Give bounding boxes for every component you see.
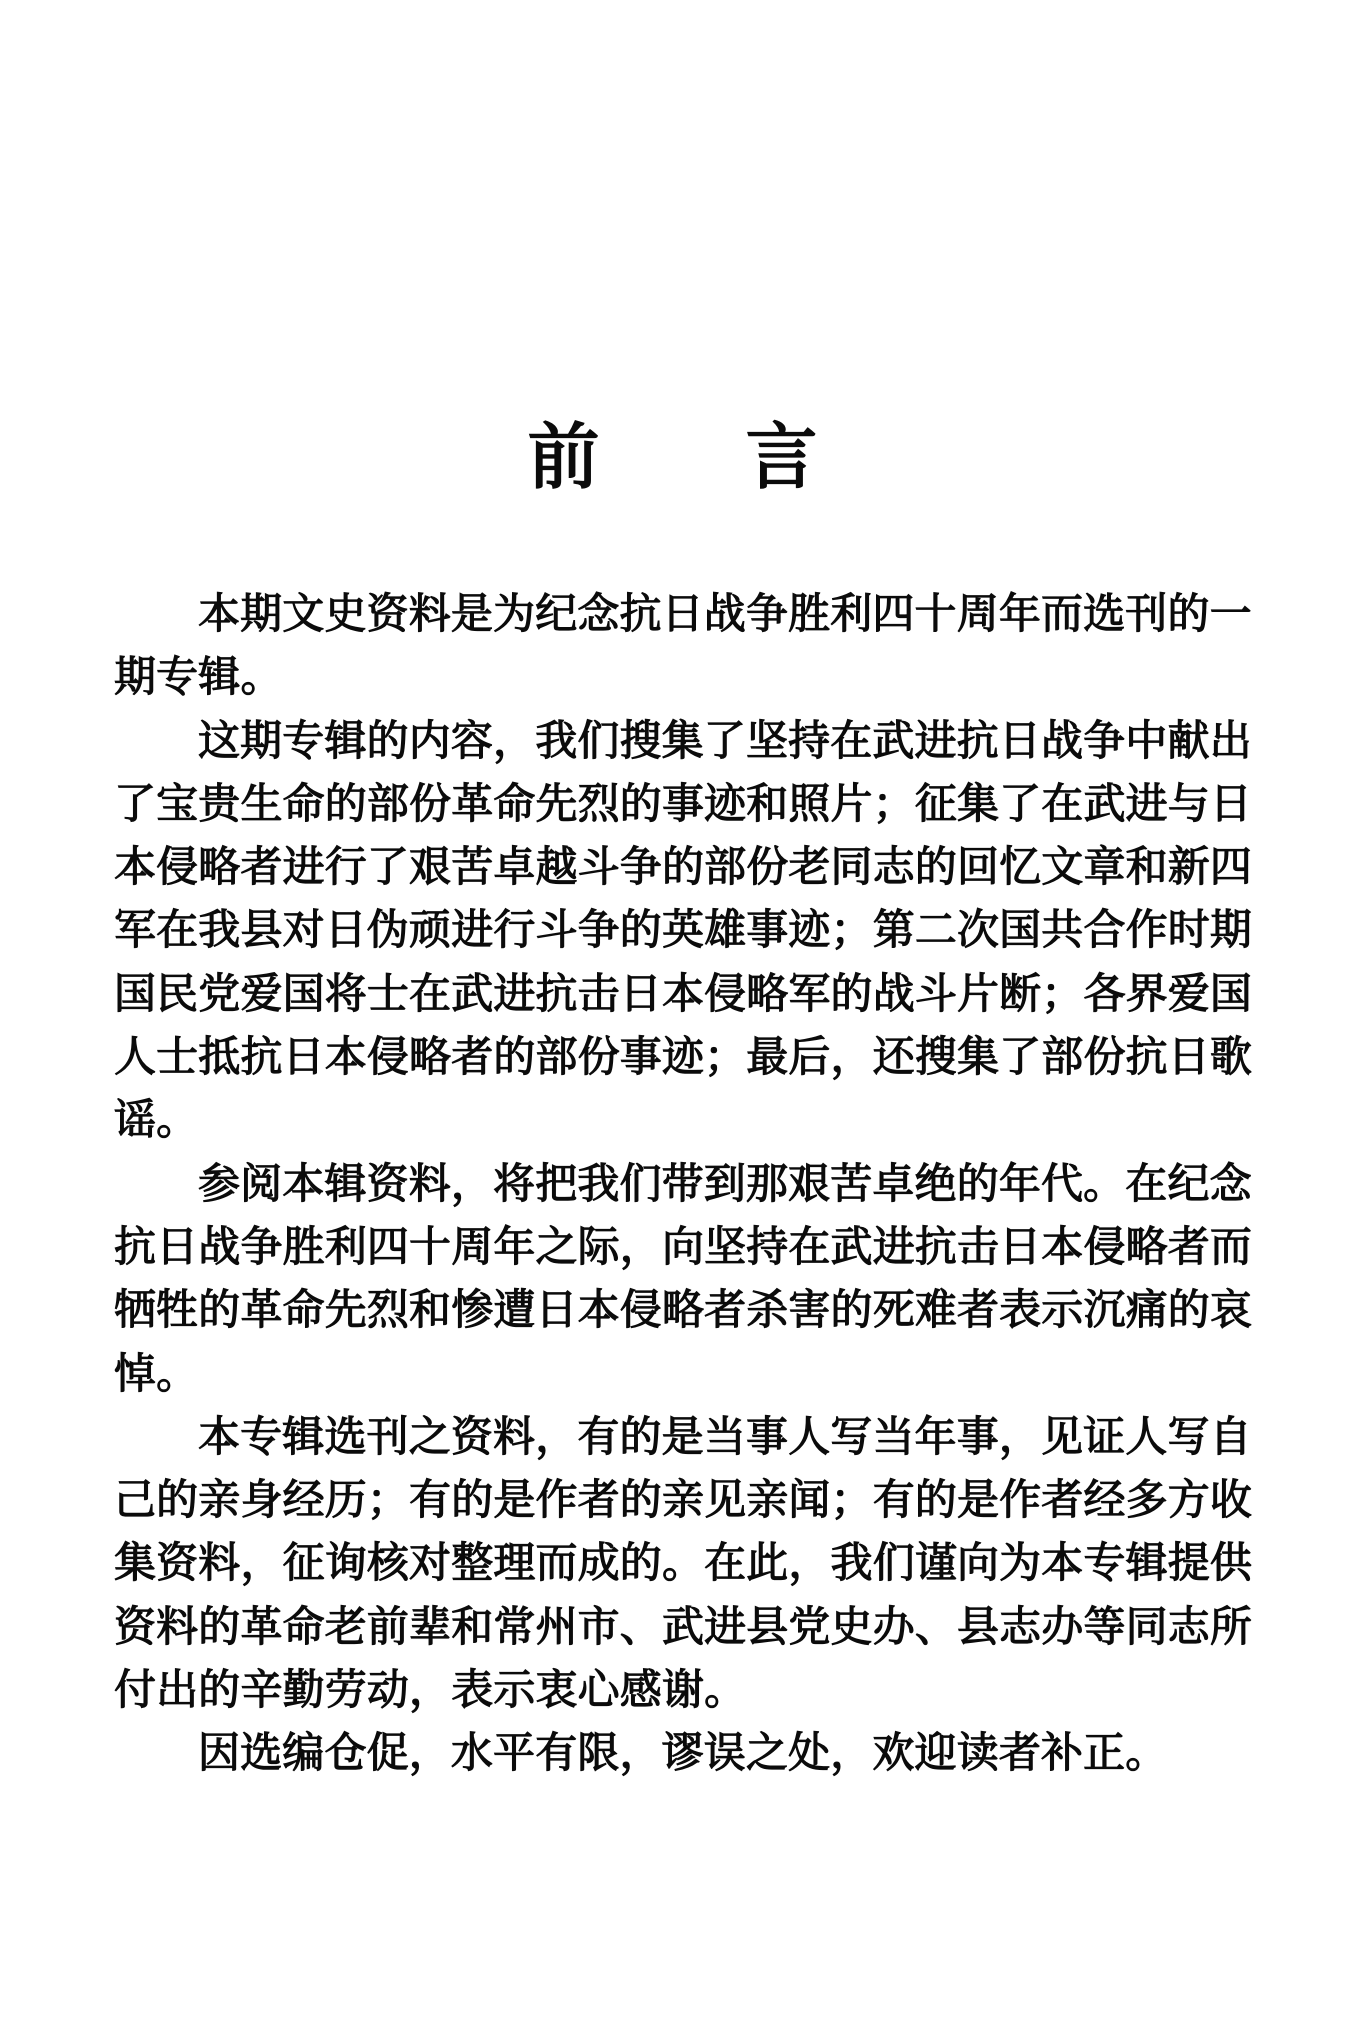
text-line: 谣。 bbox=[114, 1098, 199, 1145]
text-line: 期专辑。 bbox=[114, 655, 283, 702]
text-line: 军在我县对日伪顽进行斗争的英雄事迹；第二次国共合作时期 bbox=[114, 908, 1253, 955]
text-line: 付出的辛勤劳动，表示衷心感谢。 bbox=[114, 1668, 747, 1715]
text-line: 人士抵抗日本侵略者的部份事迹；最后，还搜集了部份抗日歌 bbox=[114, 1035, 1253, 1082]
text-line: 集资料，征询核对整理而成的。在此，我们谨向为本专辑提供 bbox=[114, 1541, 1253, 1588]
text-line: 悼。 bbox=[114, 1351, 199, 1398]
text-line: 本专辑选刊之资料，有的是当事人写当年事，见证人写自 bbox=[198, 1414, 1252, 1461]
text-line: 己的亲身经历；有的是作者的亲见亲闻；有的是作者经多方收 bbox=[114, 1478, 1253, 1525]
title-char-1: 前 bbox=[527, 418, 600, 498]
text-line: 因选编仓促，水平有限，谬误之处，欢迎读者补正。 bbox=[198, 1731, 1168, 1778]
text-line: 国民党爱国将士在武进抗击日本侵略军的战斗片断；各界爱国 bbox=[114, 971, 1253, 1018]
text-line: 牺牲的革命先烈和惨遭日本侵略者杀害的死难者表示沉痛的哀 bbox=[114, 1288, 1253, 1335]
text-line: 了宝贵生命的部份革命先烈的事迹和照片；征集了在武进与日 bbox=[114, 781, 1253, 828]
text-line: 抗日战争胜利四十周年之际，向坚持在武进抗击日本侵略者而 bbox=[114, 1224, 1253, 1271]
title-char-2: 言 bbox=[745, 418, 818, 498]
text-line: 资料的革命老前辈和常州市、武进县党史办、县志办等同志所 bbox=[114, 1604, 1253, 1651]
text-line: 本侵略者进行了艰苦卓越斗争的部份老同志的回忆文章和新四 bbox=[114, 845, 1253, 892]
text-line: 参阅本辑资料，将把我们带到那艰苦卓绝的年代。在纪念 bbox=[198, 1161, 1252, 1208]
text-line: 这期专辑的内容，我们搜集了坚持在武进抗日战争中献出 bbox=[198, 718, 1252, 765]
page-title bbox=[0, 420, 1345, 496]
title-spacer bbox=[600, 481, 746, 482]
preface-body bbox=[114, 584, 1260, 1787]
text-line: 本期文史资料是为纪念抗日战争胜利四十周年而选刊的一 bbox=[198, 592, 1252, 638]
